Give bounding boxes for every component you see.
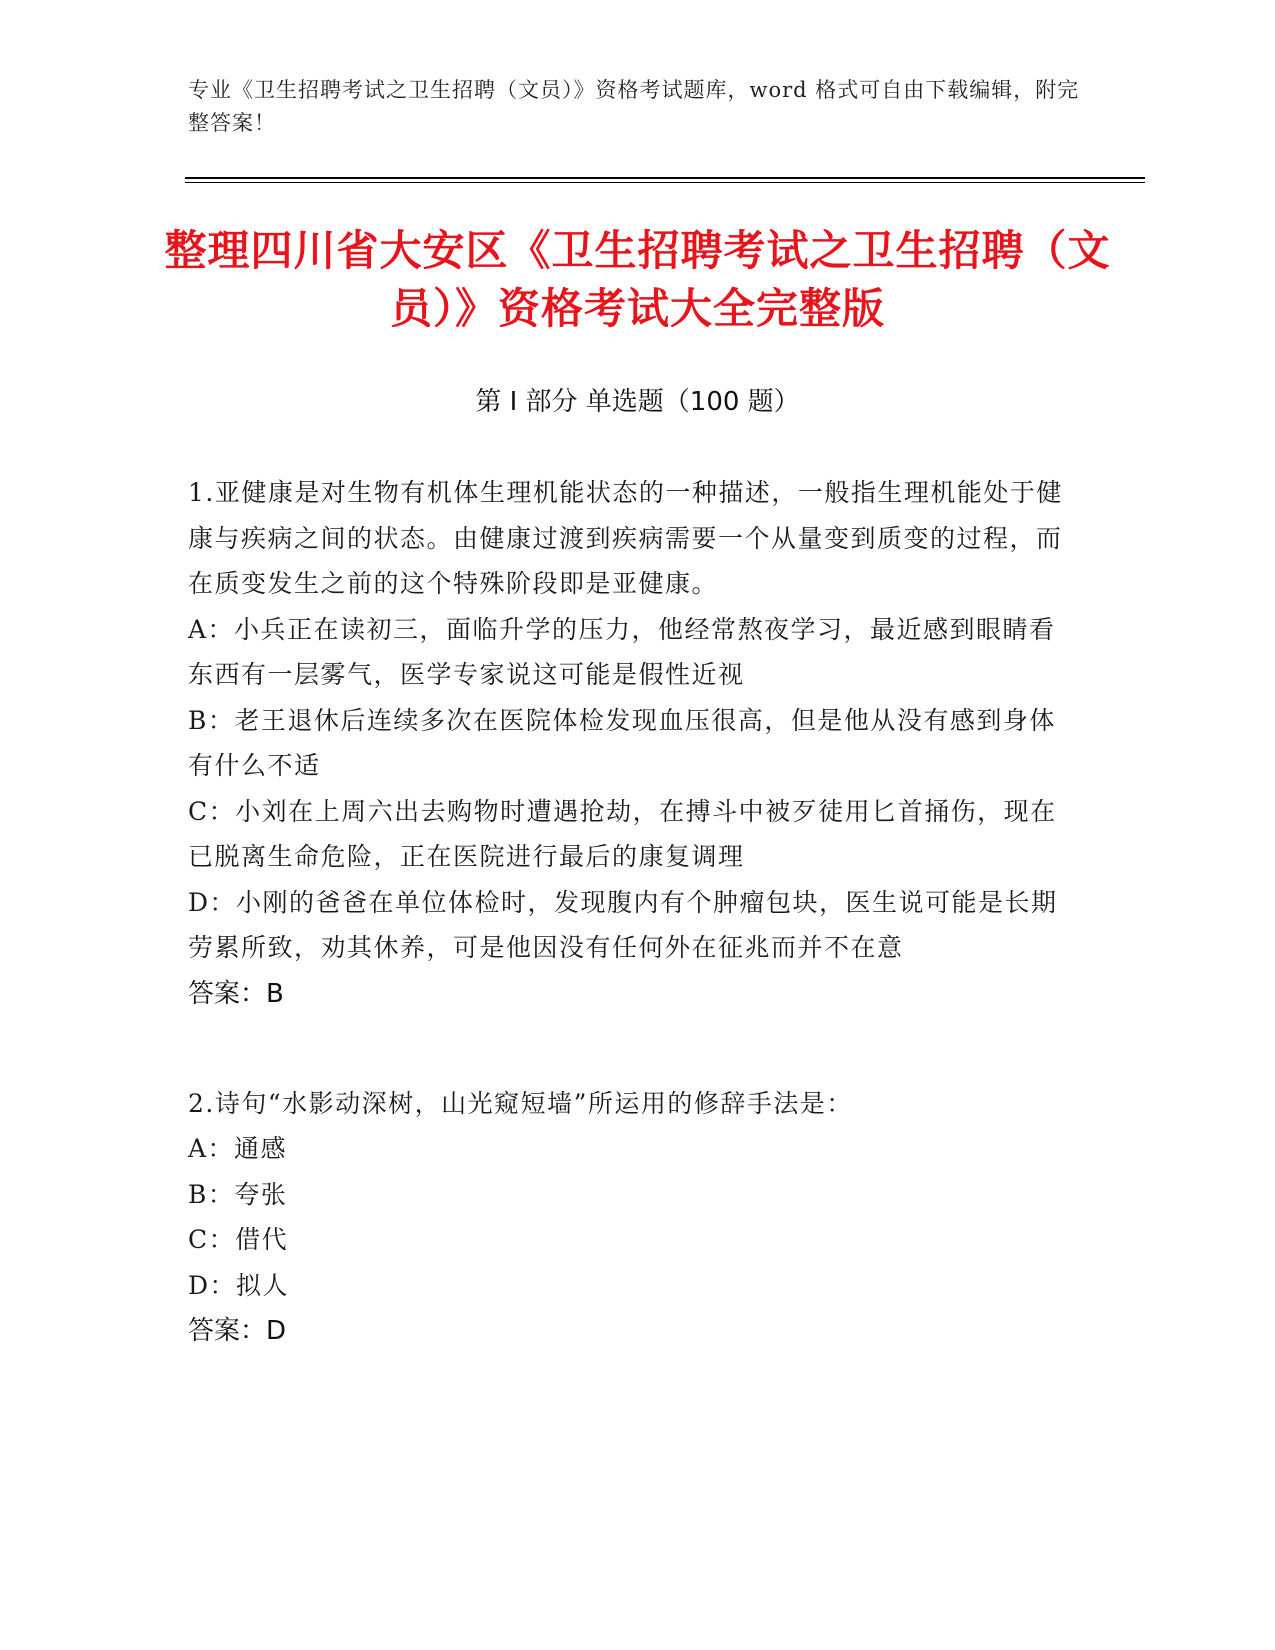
question-item bbox=[188, 470, 1078, 1017]
option-a: A：小兵正在读初三，面临升学的压力，他经常熬夜学习，最近感到眼睛看东西有一层雾气，医学专家说这可能是假性近视 bbox=[188, 614, 1056, 689]
section-title: 第 I 部分 单选题（100 题） bbox=[475, 387, 800, 417]
option-a: A：通感 bbox=[188, 1134, 288, 1163]
option-d: D：小刚的爸爸在单位体检时，发现腹内有个肿瘤包块，医生说可能是长期劳累所致，劝其休养，可是他因没有任何外在征兆而并不在意 bbox=[188, 887, 1058, 962]
answer-line: 答案：B bbox=[188, 978, 284, 1009]
option-b: B：老王退休后连续多次在医院体检发现血压很高，但是他从没有感到身体有什么不适 bbox=[188, 705, 1056, 780]
option-c: C：小刘在上周六出去购物时遭遇抢劫，在搏斗中被歹徒用匕首捅伤，现在已脱离生命危险，正在医院进行最后的康复调理 bbox=[188, 796, 1057, 871]
question-text: 1.亚健康是对生物有机体生理机能状态的一种描述，一般指生理机能处于健康与疾病之间的状态。由健康过渡到疾病需要一个从量变到质变的过程，而在质变发生之前的这个特殊阶段即是亚健康。 bbox=[188, 478, 1063, 598]
question-text: 2.诗句“水影动深树，山光窥短墙”所运用的修辞手法是： bbox=[188, 1088, 853, 1118]
question-list bbox=[188, 470, 1078, 1418]
header-note: 专业《卫生招聘考试之卫生招聘（文员）》资格考试题库，word 格式可自由下载编辑，附完整答案！ bbox=[188, 78, 1080, 135]
option-b: B：夸张 bbox=[188, 1179, 288, 1209]
question-item bbox=[188, 1081, 1078, 1355]
option-c: C：借代 bbox=[188, 1225, 289, 1254]
header-divider-thin bbox=[185, 182, 1145, 183]
answer-line: 答案：D bbox=[188, 1316, 287, 1346]
option-d: D：拟人 bbox=[188, 1270, 290, 1300]
document-title: 整理四川省大安区《卫生招聘考试之卫生招聘（文员）》资格考试大全完整版 bbox=[164, 226, 1111, 333]
header-divider-thick bbox=[185, 177, 1145, 179]
